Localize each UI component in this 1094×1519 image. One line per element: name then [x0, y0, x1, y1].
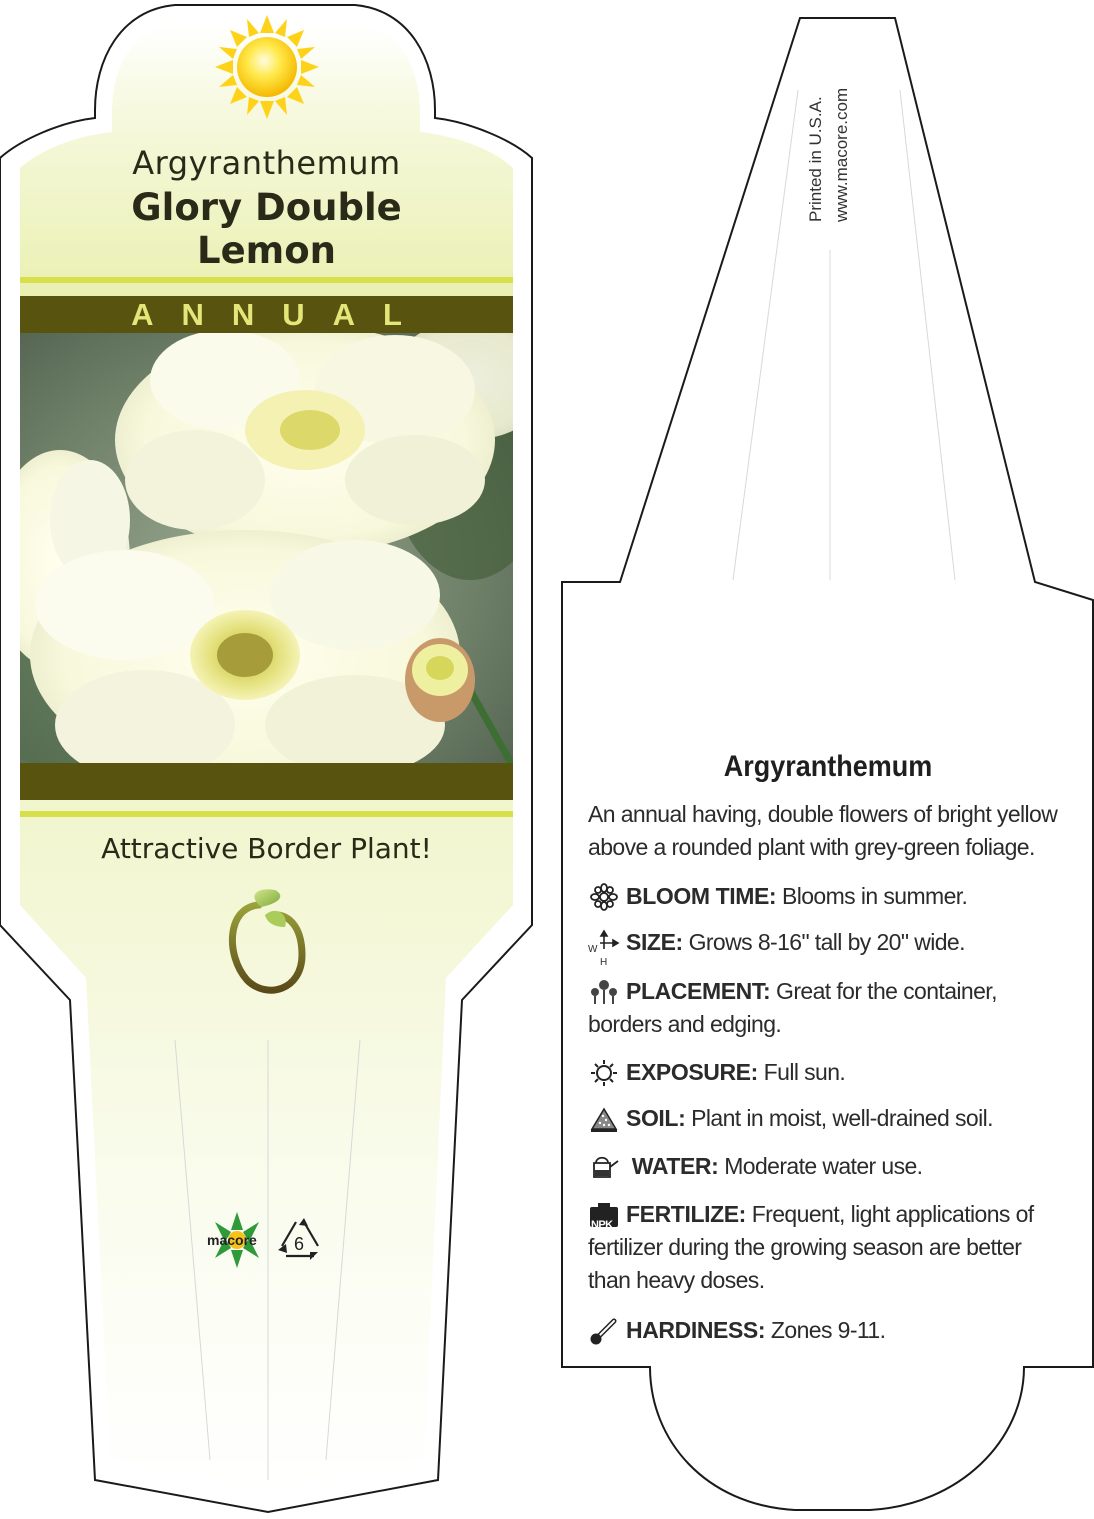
- npk-icon-text: NPK: [591, 1219, 613, 1231]
- plant-cultivar: [20, 186, 513, 272]
- care-value: Frequent, light applications of fertilizer during the growing season are better than heavy doses.: [588, 1201, 1034, 1293]
- care-label: HARDINESS:: [626, 1317, 766, 1343]
- care-label: PLACEMENT:: [626, 978, 771, 1004]
- sun-outline-icon: [588, 1059, 622, 1085]
- flower-icon: [588, 883, 622, 909]
- care-value: Full sun.: [763, 1059, 846, 1085]
- care-row-exposure: [588, 1056, 1068, 1089]
- tagline: Attractive Border Plant!: [101, 832, 432, 865]
- care-label: EXPOSURE:: [626, 1059, 758, 1085]
- care-row-bloom-time: [588, 880, 1068, 913]
- flower-photo: [0, 320, 550, 780]
- size-arrows-icon: [588, 929, 622, 968]
- care-row-placement: [588, 975, 1068, 1041]
- care-label: FERTILIZE:: [626, 1201, 746, 1227]
- size-icon-h: H: [600, 957, 607, 968]
- care-label: SOIL:: [626, 1105, 686, 1131]
- care-value: Plant in moist, well-drained soil.: [691, 1105, 993, 1131]
- sun-icon: [215, 15, 319, 119]
- website: www.macore.com: [832, 87, 851, 222]
- placement-icon: [588, 978, 622, 1004]
- printed-in: Printed in U.S.A.: [806, 96, 825, 222]
- thermometer-icon: [588, 1317, 622, 1343]
- care-label: BLOOM TIME:: [626, 883, 777, 909]
- care-row-water: [588, 1150, 1068, 1183]
- care-value: Great for the container, borders and edging.: [588, 978, 997, 1037]
- soil-icon: [588, 1105, 622, 1131]
- care-title: Argyranthemum: [723, 750, 933, 783]
- care-value: Blooms in summer.: [781, 883, 968, 909]
- cultivar-line-2: Lemon: [197, 229, 336, 272]
- care-value: Zones 9-11.: [770, 1317, 886, 1343]
- care-row-soil: [588, 1102, 1068, 1135]
- plant-genus: Argyranthemum: [132, 144, 401, 182]
- npk-icon: [588, 1201, 622, 1231]
- care-row-hardiness: [588, 1314, 1068, 1347]
- watering-can-icon: [588, 1153, 622, 1179]
- care-description: An annual having, double flowers of bright yellow above a rounded plant with grey-green foliage.: [588, 801, 1058, 860]
- care-label: SIZE:: [626, 929, 683, 955]
- size-icon-w: W: [588, 944, 597, 955]
- category-label: ANNUAL: [131, 297, 430, 332]
- care-value: Moderate water use.: [724, 1153, 923, 1179]
- cultivar-line-1: Glory Double: [131, 186, 402, 229]
- care-row-size: [588, 926, 1068, 968]
- care-label: WATER:: [631, 1153, 719, 1179]
- recycle-code: 6: [294, 1234, 305, 1254]
- brand-name: macore: [207, 1232, 257, 1248]
- care-value: Grows 8-16" tall by 20" wide.: [688, 929, 965, 955]
- care-row-fertilize: [588, 1198, 1068, 1297]
